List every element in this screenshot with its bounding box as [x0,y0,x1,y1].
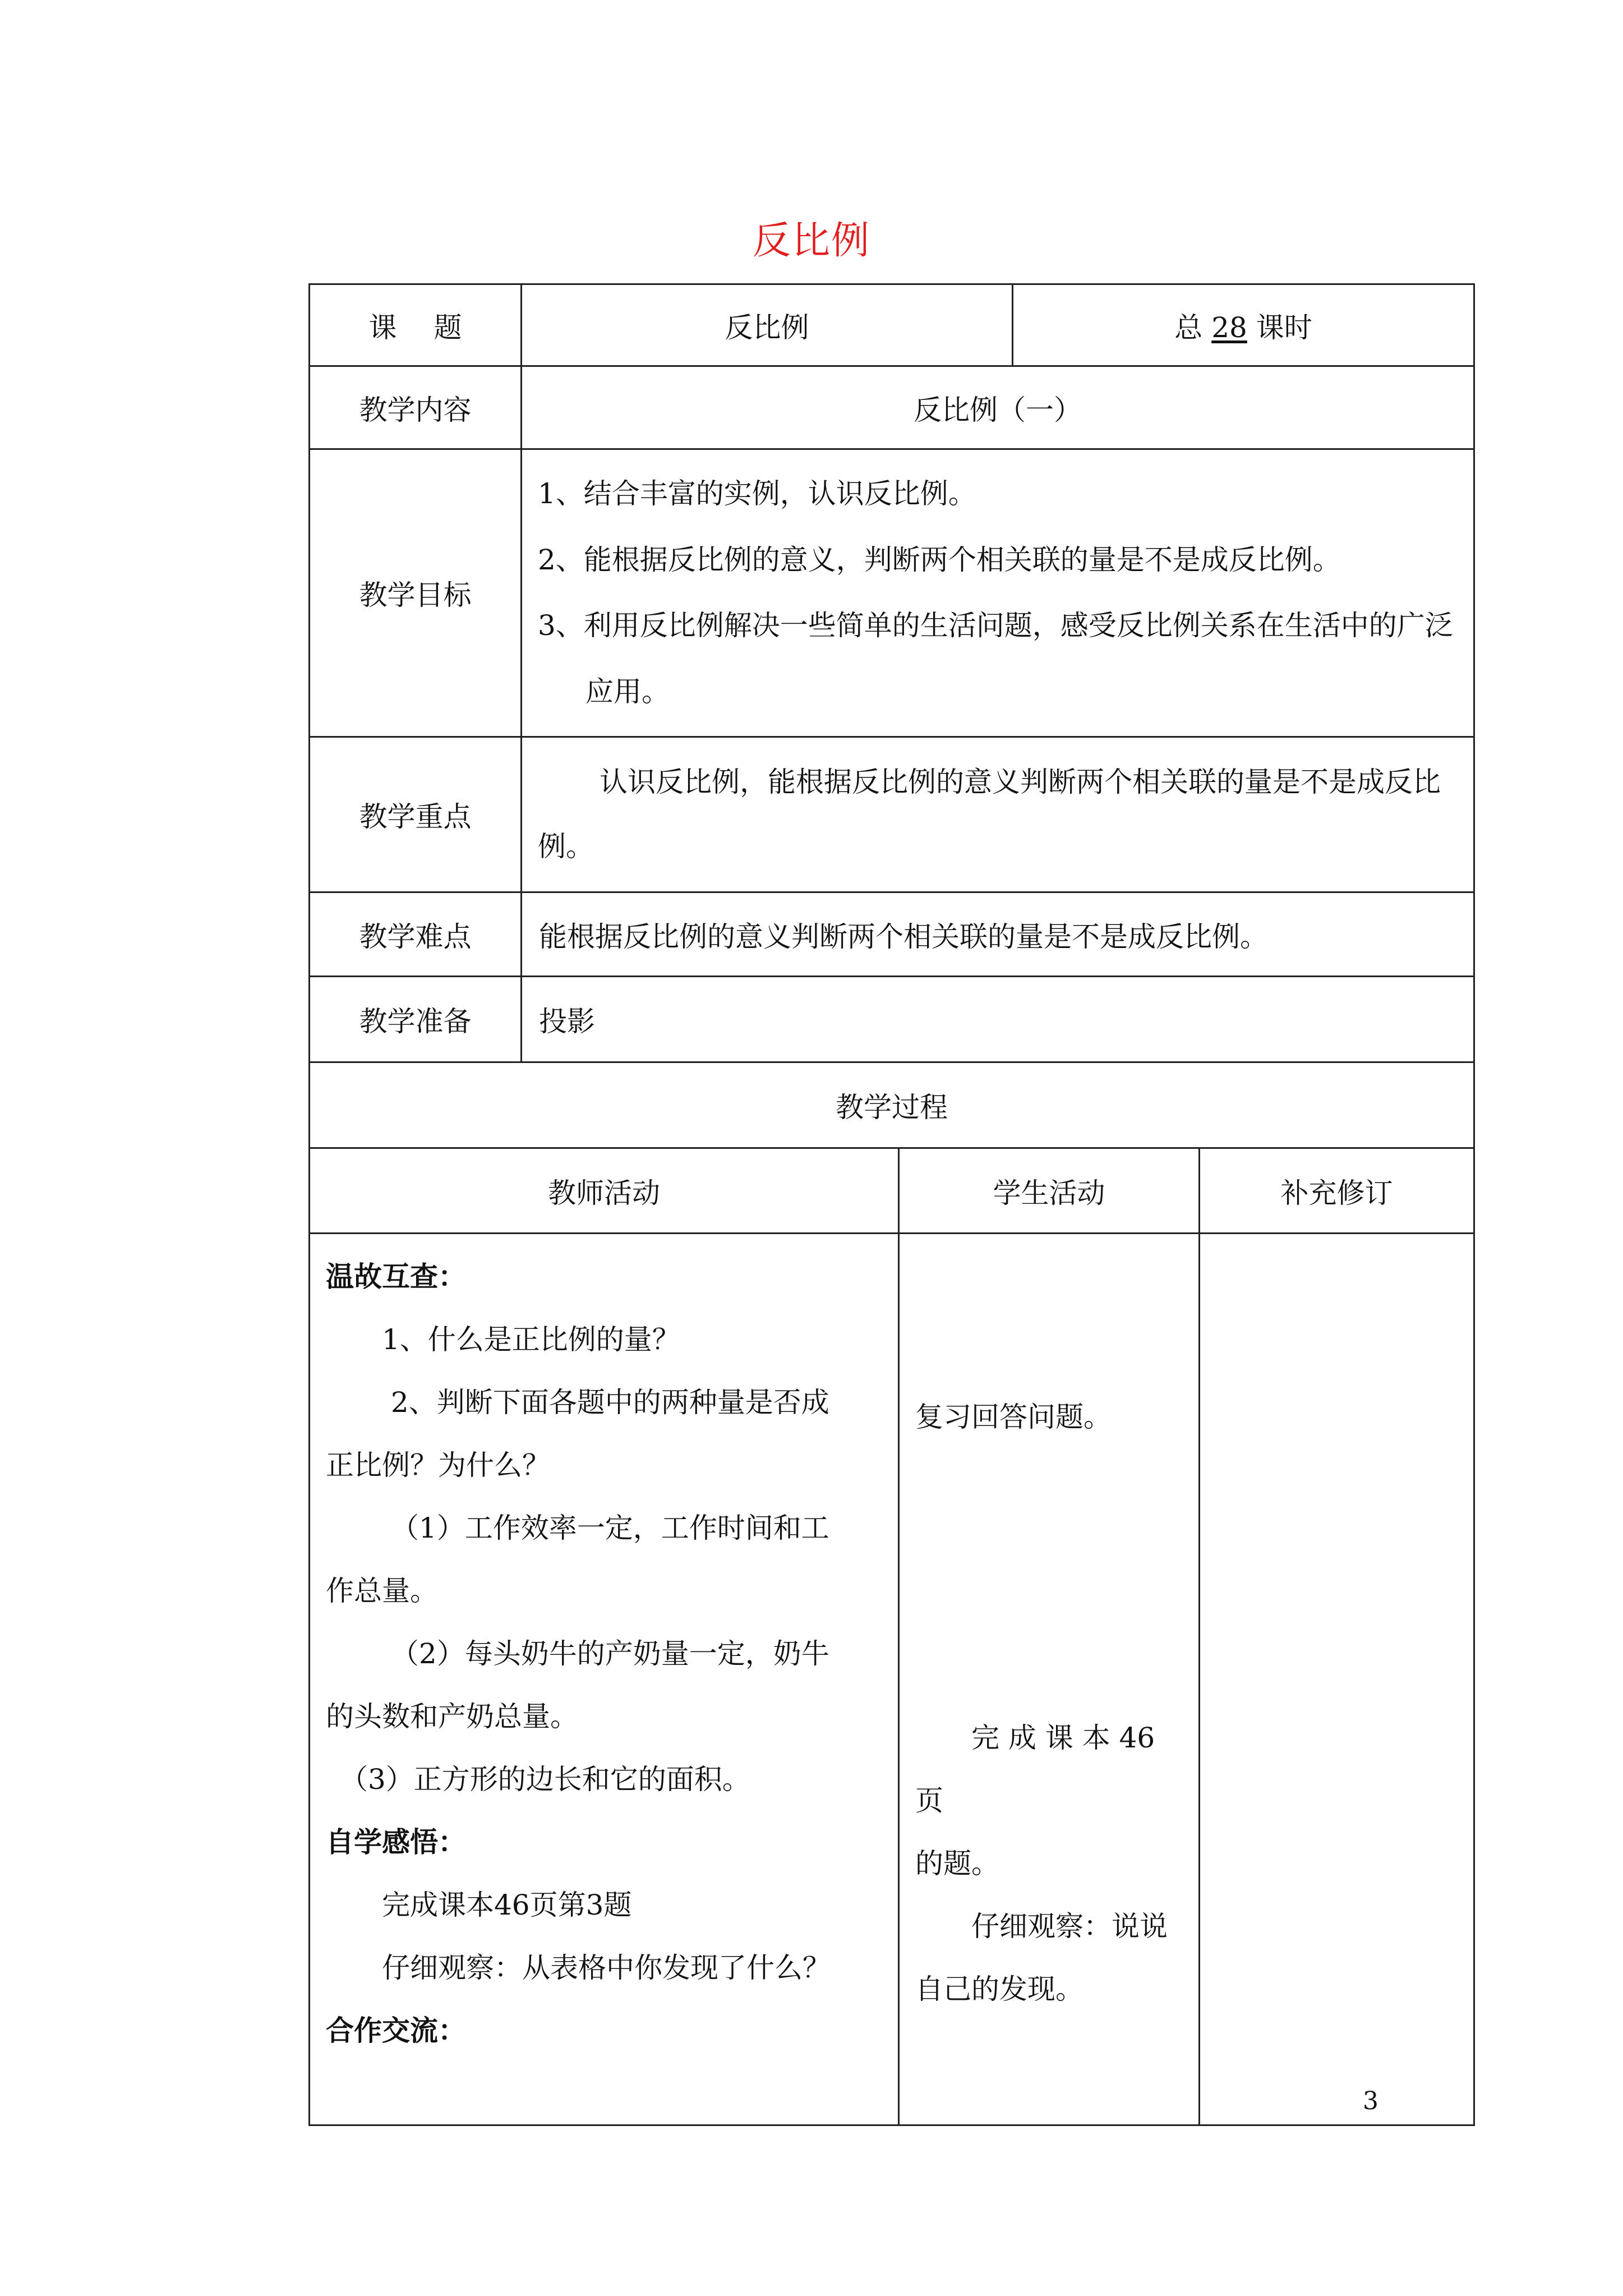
keypoint-line: 例。 [538,830,594,863]
teacher-line: 2、判断下面各题中的两种量是否成 [326,1386,829,1419]
keypoint-row [310,737,1474,892]
hours-prefix: 总 [1174,311,1203,344]
difficulty-label: 教学难点 [310,892,522,977]
hours-number: 28 [1211,311,1247,344]
process-title: 教学过程 [310,1062,1474,1148]
student-line: 仔细观察：说说 [915,1910,1168,1943]
teacher-line: 1、什么是正比例的量？ [326,1323,680,1356]
section-heading-review: 温故互查： [326,1260,466,1293]
teacher-activity-header: 教师活动 [310,1148,899,1234]
goal-item: 2、能根据反比例的意义，判断两个相关联的量是不是成反比例。 [538,543,1341,576]
activity-header-row [310,1148,1474,1234]
hours-suffix: 课时 [1256,311,1312,344]
student-line: 的题。 [915,1847,999,1880]
goal-item: 1、结合丰富的实例，认识反比例。 [538,477,976,510]
document-title: 反比例 [752,219,870,263]
student-line: 自己的发现。 [915,1973,1083,2005]
teacher-line: 仔细观察：从表格中你发现了什么？ [326,1952,831,1984]
teacher-activity-cell [310,1234,899,2125]
section-heading-cooperation: 合作交流： [326,2014,466,2047]
topic-label: 课 题 [310,284,522,366]
student-activity-header: 学生活动 [899,1148,1200,1234]
student-activity-cell [899,1234,1200,2125]
student-line: 完 成 课 本 46 页 [915,1722,1155,1817]
prep-label: 教学准备 [310,977,522,1062]
revision-header: 补充修订 [1200,1148,1474,1234]
topic-value: 反比例 [522,284,1013,366]
teacher-line: 作总量。 [326,1575,438,1607]
goals-label: 教学目标 [310,449,522,737]
teacher-line: （3）正方形的边长和它的面积。 [326,1763,750,1796]
revision-cell [1200,1234,1474,2125]
lesson-plan-table [308,283,1475,2126]
content-row [310,366,1474,449]
content-value: 反比例（一） [522,366,1474,449]
teacher-line: （2）每头奶牛的产奶量一定，奶牛 [326,1637,829,1670]
goal-item-continuation: 应用。 [585,675,670,708]
activity-body-row [310,1234,1474,2125]
section-heading-selfstudy: 自学感悟： [326,1826,466,1858]
keypoint-label: 教学重点 [310,737,522,892]
prep-row [310,977,1474,1062]
prep-value: 投影 [522,977,1474,1062]
teacher-line: （1）工作效率一定，工作时间和工 [326,1512,829,1544]
teacher-line: 的头数和产奶总量。 [326,1700,578,1733]
keypoint-text [522,737,1474,892]
teacher-line: 完成课本46页第3题 [326,1889,632,1921]
difficulty-row [310,892,1474,977]
page-number: 3 [1363,2087,1378,2115]
process-title-row [310,1062,1474,1148]
topic-row [310,284,1474,366]
goals-list [522,449,1474,737]
lesson-hours [1013,284,1474,366]
content-label: 教学内容 [310,366,522,449]
keypoint-line: 认识反比例，能根据反比例的意义判断两个相关联的量是不是成反比 [600,766,1441,798]
difficulty-value: 能根据反比例的意义判断两个相关联的量是不是成反比例。 [522,892,1474,977]
student-line: 复习回答问题。 [915,1401,1112,1433]
goal-item: 3、利用反比例解决一些简单的生活问题，感受反比例关系在生活中的广泛 [538,609,1453,642]
teacher-line: 正比例？为什么？ [326,1449,550,1481]
goals-row [310,449,1474,737]
